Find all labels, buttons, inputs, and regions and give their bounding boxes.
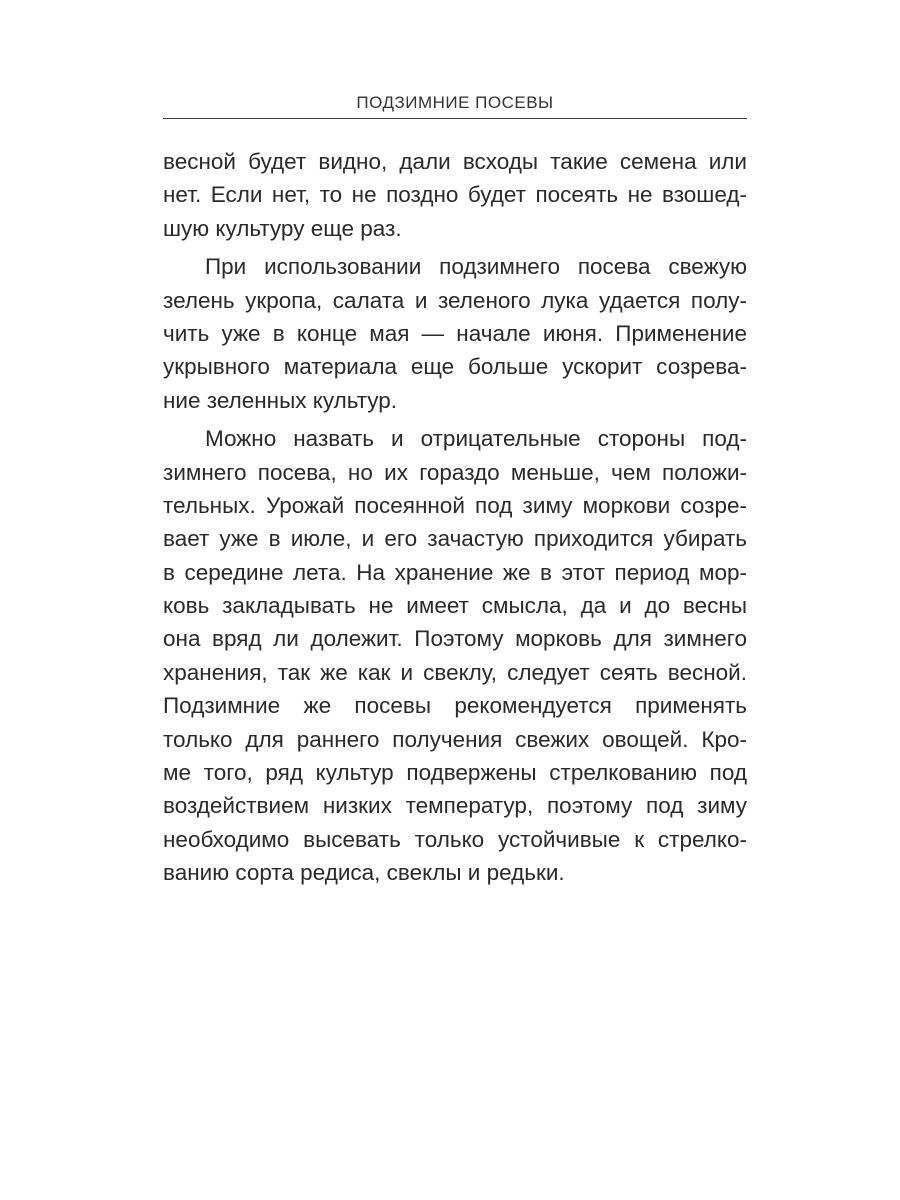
paragraph xyxy=(163,250,747,417)
text-line: чить уже в конце мая — начале июня. Применение xyxy=(163,320,747,346)
text-line: шую культуру еще раз. xyxy=(163,215,402,241)
text-line: ванию сорта редиса, свеклы и редьки. xyxy=(163,860,565,886)
text-line: в середине лета. На хранение же в этот период мор- xyxy=(163,559,747,585)
running-header: ПОДЗИМНИЕ ПОСЕВЫ xyxy=(356,93,554,112)
text-line: вает уже в июле, и его зачастую приходится убирать xyxy=(163,526,747,552)
text-line: ковь закладывать не имеет смысла, да и до весны xyxy=(163,593,747,619)
text-line: При использовании подзимнего посева свежую xyxy=(205,254,747,280)
text-line: зимнего посева, но их гораздо меньше, чем положи- xyxy=(163,459,747,485)
text-line: она вряд ли долежит. Поэтому морковь для зимнего xyxy=(163,626,747,652)
text-line: необходимо высевать только устойчивые к стрелко- xyxy=(163,826,747,852)
text-line: воздействием низких температур, поэтому под зиму xyxy=(163,793,747,819)
text-line: Подзимние же посевы рекомендуется применять xyxy=(163,693,747,719)
text-line: нет. Если нет, то не поздно будет посеять не взошед- xyxy=(163,182,747,208)
text-line: ме того, ряд культур подвержены стрелкованию под xyxy=(163,760,747,786)
text-line: Можно назвать и отрицательные стороны под- xyxy=(205,426,747,452)
text-line: зелень укропа, салата и зеленого лука удается полу- xyxy=(163,287,747,313)
text-line: ние зеленных культур. xyxy=(163,387,398,413)
text-line: хранения, так же как и свеклу, следует сеять весной. xyxy=(163,659,747,685)
paragraph xyxy=(163,145,747,245)
paragraph xyxy=(163,422,747,889)
header-rule xyxy=(163,118,747,119)
text-line: весной будет видно, дали всходы такие семена или xyxy=(163,149,747,174)
text-line: тельных. Урожай посеянной под зиму моркови созре- xyxy=(163,492,747,518)
text-line: только для раннего получения свежих овощей. Кро- xyxy=(163,726,747,752)
body-text xyxy=(163,145,747,890)
text-line: укрывного материала еще больше ускорит созрева- xyxy=(163,354,747,380)
